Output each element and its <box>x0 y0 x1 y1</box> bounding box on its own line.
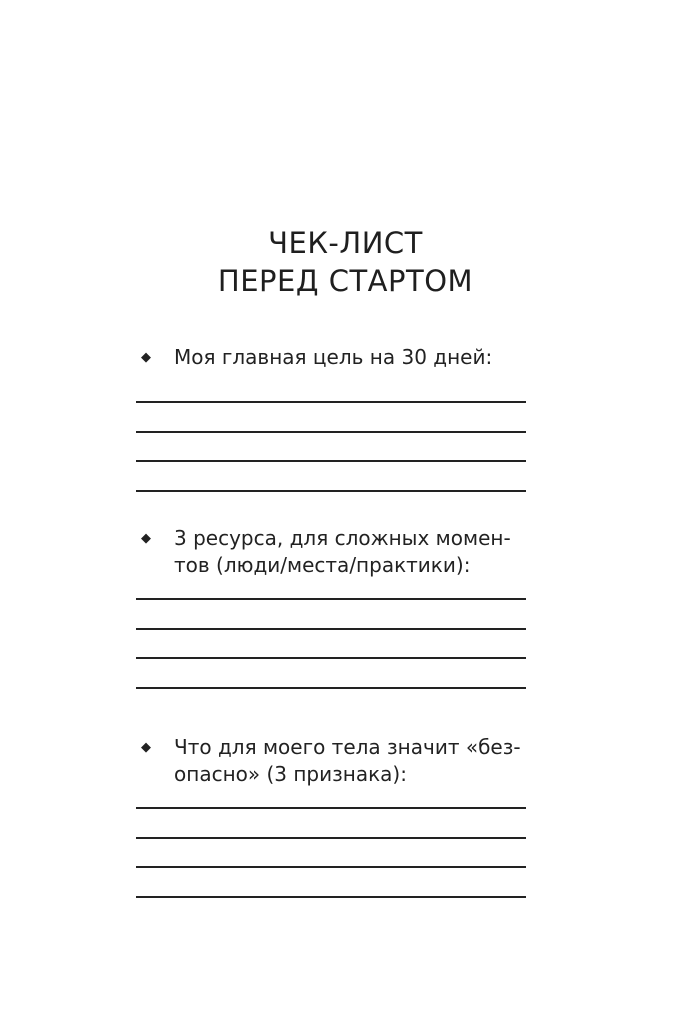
answer-line[interactable] <box>136 598 526 600</box>
checklist-item-body-safety <box>136 734 526 925</box>
checklist-item-resources <box>136 525 526 716</box>
diamond-bullet-icon: ◆ <box>141 350 151 365</box>
answer-line[interactable] <box>136 896 526 898</box>
item-prompt-text-line-2: опасно» (3 признака): <box>174 762 407 786</box>
item-prompt <box>136 525 526 579</box>
answer-line[interactable] <box>136 431 526 433</box>
item-prompt-text-line-2: тов (люди/места/практики): <box>174 553 471 577</box>
answer-line[interactable] <box>136 628 526 630</box>
title-line-1: ЧЕК-ЛИСТ <box>268 226 423 260</box>
item-prompt <box>136 344 526 371</box>
answer-line[interactable] <box>136 687 526 689</box>
answer-lines <box>136 807 526 898</box>
answer-line[interactable] <box>136 460 526 462</box>
checklist-item-goal <box>136 344 526 519</box>
answer-line[interactable] <box>136 657 526 659</box>
item-prompt-text-line-1: 3 ресурса, для сложных момен- <box>174 526 511 550</box>
title-line-2: ПЕРЕД СТАРТОМ <box>217 264 474 298</box>
page-title <box>0 224 691 300</box>
answer-line[interactable] <box>136 401 526 403</box>
answer-line[interactable] <box>136 490 526 492</box>
item-prompt-text: Моя главная цель на 30 дней: <box>174 345 493 369</box>
answer-lines <box>136 598 526 689</box>
item-prompt-text-line-1: Что для моего тела значит «без- <box>174 735 521 759</box>
answer-lines <box>136 401 526 492</box>
answer-line[interactable] <box>136 866 526 868</box>
answer-line[interactable] <box>136 807 526 809</box>
diamond-bullet-icon: ◆ <box>141 740 151 755</box>
answer-line[interactable] <box>136 837 526 839</box>
item-prompt <box>136 734 526 788</box>
diamond-bullet-icon: ◆ <box>141 531 151 546</box>
